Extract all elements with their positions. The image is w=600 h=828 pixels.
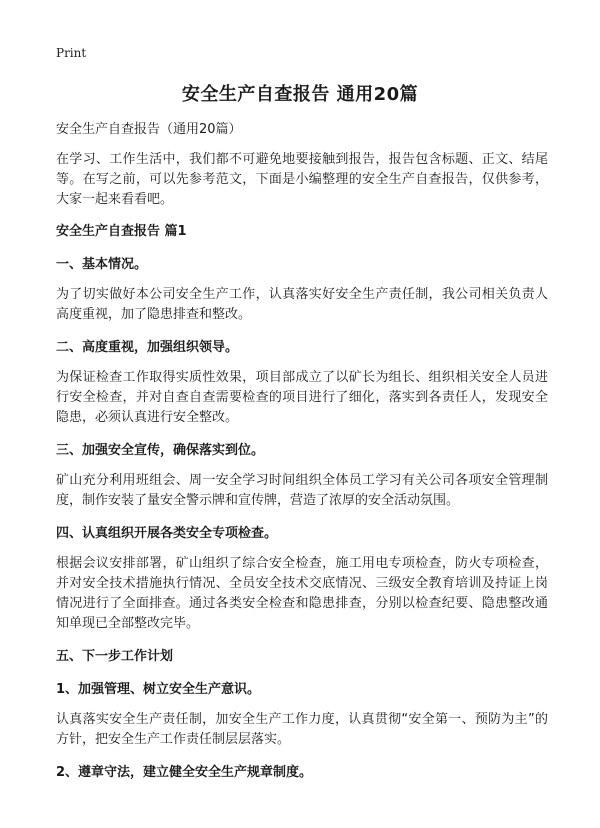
- item-paragraph-3: 矿山充分利用班组会、周一安全学习时间组织全体员工学习有关公司各项安全管理制度，制作安装了量安全警示牌和宣传牌，营造了浓厚的安全活动氛围。: [56, 473, 548, 508]
- sub-paragraph-1: 认真落实安全生产责任制，加安全生产工作力度，认真贯彻“安全第一、预防为主”的方针，把安全生产工作责任制层层落实。: [56, 712, 548, 747]
- subtitle: 安全生产自查报告（通用20篇）: [56, 122, 242, 137]
- item-heading-1: 一、基本情况。: [56, 257, 148, 272]
- document-body: [56, 120, 548, 783]
- item-heading-2: 二、高度重视，加强组织领导。: [56, 340, 239, 355]
- sub-heading-2: 2、遵章守法，建立健全安全生产规章制度。: [56, 765, 313, 780]
- print-label[interactable]: Print: [56, 46, 87, 60]
- item-paragraph-1: 为了切实做好本公司安全生产工作，认真落实好安全生产责任制，我公司相关负责人高度重视，加了隐患排查和整改。: [56, 287, 548, 322]
- intro-paragraph: 在学习、工作生活中，我们都不可避免地要接触到报告，报告包含标题、正文、结尾等。在写之前，可以先参考范文，下面是小编整理的安全生产自查报告，仅供参考，大家一起来看看吧。: [56, 152, 548, 207]
- item-paragraph-2: 为保证检查工作取得实质性效果，项目部成立了以矿长为组长、组织相关安全人员进行安全检查，并对自查自查需要检查的项目进行了细化，落实到各责任人，发现安全隐患，必须认真进行安全整改。: [56, 370, 548, 425]
- page-title: 安全生产自查报告 通用20篇: [181, 84, 419, 105]
- item-paragraph-4: 根据会议安排部署，矿山组织了综合安全检查，施工用电专项检查，防火专项检查，并对安全技术措施执行情况、全员安全技术交底情况、三级安全教育培训及持证上岗情况进行了全面排查。通过各类安全检查和隐患排查，分别以检查纪要、隐患整改通知单现已全部整改完毕。: [56, 556, 548, 631]
- sub-heading-1: 1、加强管理、树立安全生产意识。: [56, 682, 261, 697]
- item-heading-5: 五、下一步工作计划: [56, 649, 174, 664]
- item-heading-3: 三、加强安全宣传，确保落实到位。: [56, 443, 265, 458]
- section-heading: 安全生产自查报告 篇1: [56, 224, 187, 239]
- item-heading-4: 四、认真组织开展各类安全专项检查。: [56, 526, 278, 541]
